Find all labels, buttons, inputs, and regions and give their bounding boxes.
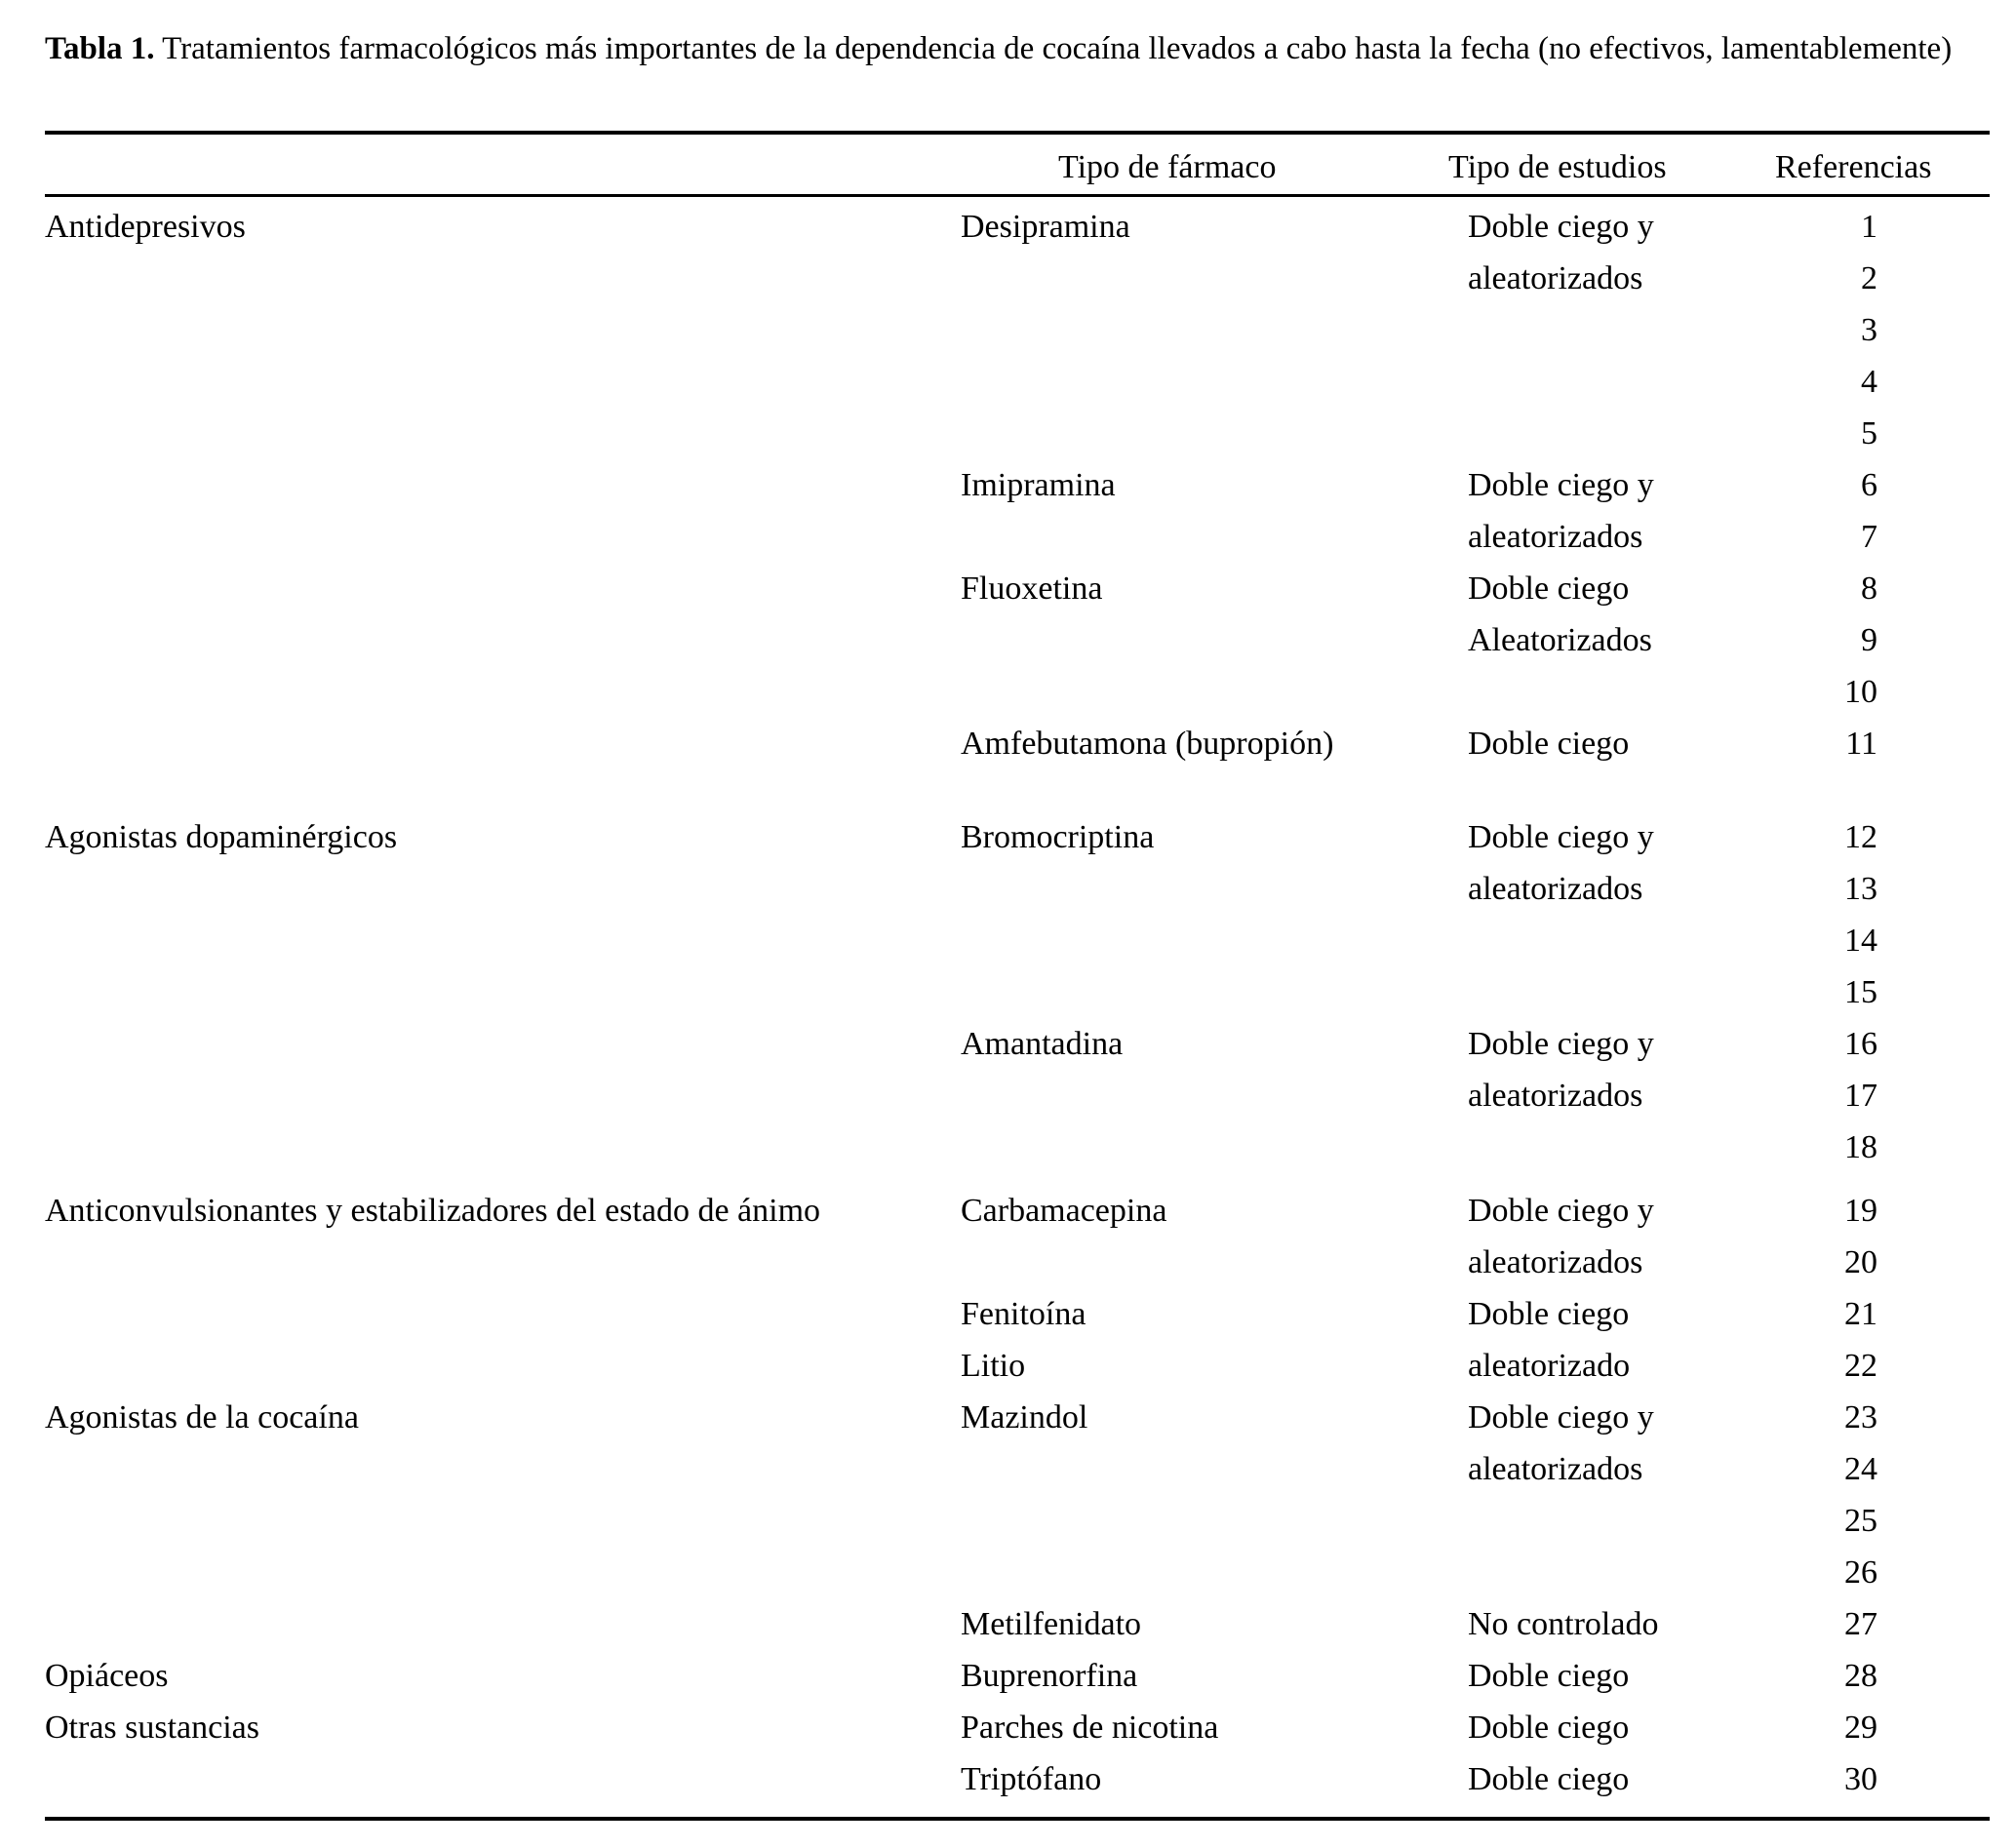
cell-reference: 1 [1861,209,1877,245]
cell-reference: 5 [1861,415,1877,452]
cell-drug: Metilfenidato [961,1606,1142,1642]
cell-reference: 22 [1844,1348,1877,1384]
header-rule [45,194,1990,197]
cell-study: aleatorizados [1468,1078,1643,1114]
cell-reference: 29 [1844,1710,1877,1746]
cell-drug: Desipramina [961,209,1130,245]
cell-drug: Carbamacepina [961,1193,1167,1229]
table-label: Tabla 1. [45,31,155,66]
cell-study: Doble ciego [1468,1761,1630,1797]
cell-study: Doble ciego [1468,1658,1630,1694]
cell-drug: Fluoxetina [961,570,1103,607]
cell-drug: Triptófano [961,1761,1102,1797]
top-rule [45,131,1990,135]
cell-study: Doble ciego [1468,1710,1630,1746]
cell-study: Doble ciego y [1468,209,1654,245]
cell-category: Otras sustancias [45,1710,260,1746]
header-tipo-farmaco: Tipo de fármaco [1058,149,1277,185]
cell-reference: 27 [1844,1606,1877,1642]
header-referencias: Referencias [1775,149,1932,185]
cell-drug: Fenitoína [961,1296,1087,1332]
cell-reference: 19 [1844,1193,1877,1229]
cell-drug: Parches de nicotina [961,1710,1219,1746]
cell-drug: Mazindol [961,1399,1088,1435]
cell-reference: 16 [1844,1026,1877,1062]
cell-reference: 6 [1861,467,1877,503]
cell-study: No controlado [1468,1606,1659,1642]
cell-study: aleatorizados [1468,1244,1643,1280]
cell-reference: 10 [1844,674,1877,710]
cell-reference: 14 [1844,923,1877,959]
cell-reference: 13 [1844,871,1877,907]
cell-reference: 20 [1844,1244,1877,1280]
cell-reference: 7 [1861,519,1877,555]
cell-study: Doble ciego y [1468,1026,1654,1062]
cell-drug: Bromocriptina [961,819,1155,855]
cell-reference: 24 [1844,1451,1877,1487]
cell-study: Doble ciego y [1468,819,1654,855]
cell-drug: Buprenorfina [961,1658,1138,1694]
cell-reference: 30 [1844,1761,1877,1797]
table-caption [45,29,1986,68]
cell-reference: 4 [1861,364,1877,400]
cell-reference: 28 [1844,1658,1877,1694]
cell-study: Doble ciego y [1468,1193,1654,1229]
cell-drug: Imipramina [961,467,1116,503]
cell-drug: Amfebutamona (bupropión) [961,726,1334,762]
table-caption-text: Tratamientos farmacológicos más importantes de la dependencia de cocaína llevados a cabo hasta la fecha (no efectivos, lamentablemente) [154,31,1953,66]
header-tipo-estudios: Tipo de estudios [1448,149,1667,185]
cell-reference: 2 [1861,260,1877,296]
cell-reference: 26 [1844,1554,1877,1591]
cell-study: aleatorizados [1468,260,1643,296]
cell-study: Doble ciego [1468,570,1630,607]
cell-reference: 3 [1861,312,1877,348]
cell-reference: 11 [1845,726,1877,762]
cell-reference: 9 [1861,622,1877,658]
bottom-rule [45,1817,1990,1821]
cell-study: Doble ciego [1468,1296,1630,1332]
cell-category: Opiáceos [45,1658,169,1694]
cell-reference: 23 [1844,1399,1877,1435]
cell-study: Aleatorizados [1468,622,1652,658]
cell-study: aleatorizados [1468,871,1643,907]
cell-reference: 18 [1844,1129,1877,1165]
cell-category: Agonistas de la cocaína [45,1399,359,1435]
cell-study: aleatorizados [1468,519,1643,555]
cell-reference: 15 [1844,974,1877,1010]
cell-drug: Amantadina [961,1026,1124,1062]
cell-category: Antidepresivos [45,209,246,245]
cell-category: Anticonvulsionantes y estabilizadores del estado de ánimo [45,1193,821,1229]
cell-reference: 17 [1844,1078,1877,1114]
cell-reference: 21 [1844,1296,1877,1332]
cell-drug: Litio [961,1348,1026,1384]
cell-reference: 8 [1861,570,1877,607]
cell-reference: 25 [1844,1503,1877,1539]
cell-study: aleatorizados [1468,1451,1643,1487]
cell-study: Doble ciego y [1468,467,1654,503]
cell-category: Agonistas dopaminérgicos [45,819,398,855]
cell-study: Doble ciego y [1468,1399,1654,1435]
cell-study: aleatorizado [1468,1348,1631,1384]
cell-study: Doble ciego [1468,726,1630,762]
cell-reference: 12 [1844,819,1877,855]
